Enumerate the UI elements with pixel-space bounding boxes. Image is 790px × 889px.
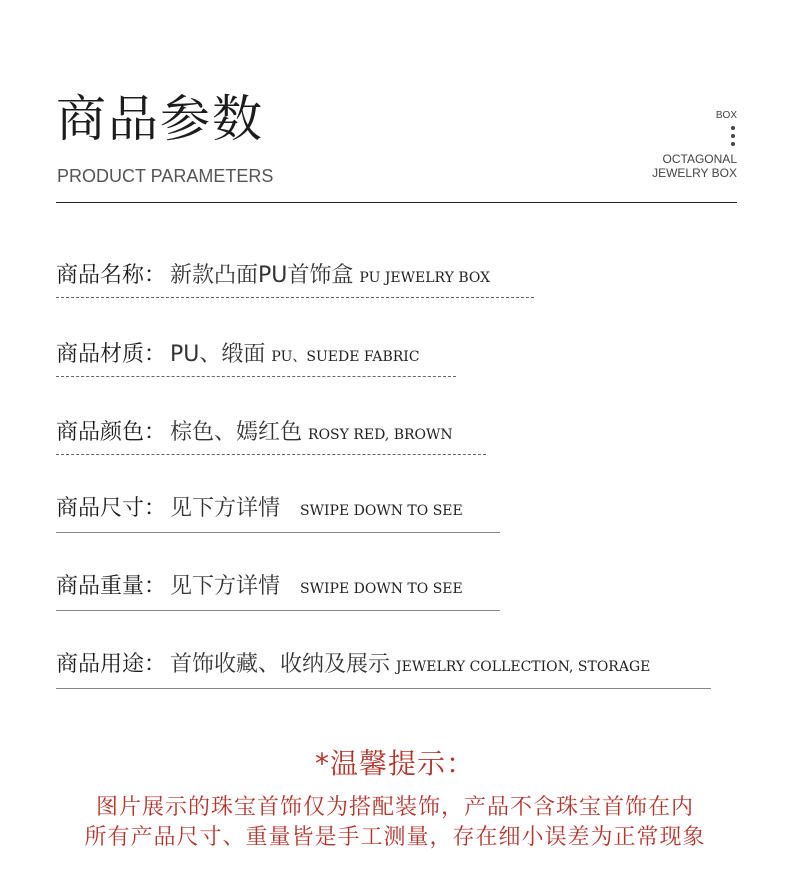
param-value: 见下方详情 — [170, 574, 281, 599]
page-title-en: PRODUCT PARAMETERS — [57, 166, 274, 186]
param-value: PU、缎面 — [170, 342, 266, 367]
param-en: SWIPE DOWN TO SEE — [300, 581, 463, 597]
dashed-divider — [56, 376, 456, 377]
param-label: 商品颜色： — [56, 420, 167, 445]
notice-line-1: 图片展示的珠宝首饰仅为搭配装饰，产品不含珠宝首饰在内 — [95, 795, 694, 820]
param-row-color — [56, 415, 486, 455]
param-label: 商品尺寸： — [56, 496, 167, 521]
param-label: 商品名称： — [56, 263, 167, 288]
param-value: 见下方详情 — [170, 496, 281, 521]
param-en: JEWELRY COLLECTION, STORAGE — [396, 659, 651, 675]
param-value: 棕色、嫣红色 — [170, 420, 303, 445]
param-en: SWIPE DOWN TO SEE — [300, 503, 463, 519]
header-divider — [56, 202, 737, 203]
vertical-dots-icon — [652, 126, 737, 146]
notice-title: *温馨提示： — [314, 747, 475, 780]
brand-mark — [652, 110, 737, 180]
solid-divider — [56, 688, 711, 689]
brand-line-1: OCTAGONAL — [662, 152, 737, 166]
param-row-weight — [56, 569, 500, 611]
param-en: PU JEWELRY BOX — [359, 270, 491, 286]
param-en: PU、SUEDE FABRIC — [271, 349, 420, 365]
notice-line-2: 所有产品尺寸、重量皆是手工测量，存在细小误差为正常现象 — [84, 825, 706, 850]
param-label: 商品用途： — [56, 652, 167, 677]
param-en: ROSY RED, BROWN — [308, 427, 453, 443]
dashed-divider — [56, 454, 486, 455]
brand-top-text: BOX — [715, 110, 737, 121]
param-row-usage — [56, 647, 711, 689]
param-value: 新款凸面PU首饰盒 — [170, 263, 354, 288]
param-row-size — [56, 491, 500, 533]
page-title-cn: 商品参数 — [56, 90, 264, 148]
param-label: 商品重量： — [56, 574, 167, 599]
brand-line-2: JEWELRY BOX — [652, 166, 737, 180]
param-value: 首饰收藏、收纳及展示 — [170, 652, 391, 677]
solid-divider — [56, 532, 500, 533]
param-label: 商品材质： — [56, 342, 167, 367]
solid-divider — [56, 610, 500, 611]
dashed-divider — [56, 297, 534, 298]
param-row-material — [56, 337, 456, 377]
param-row-name — [56, 258, 534, 298]
